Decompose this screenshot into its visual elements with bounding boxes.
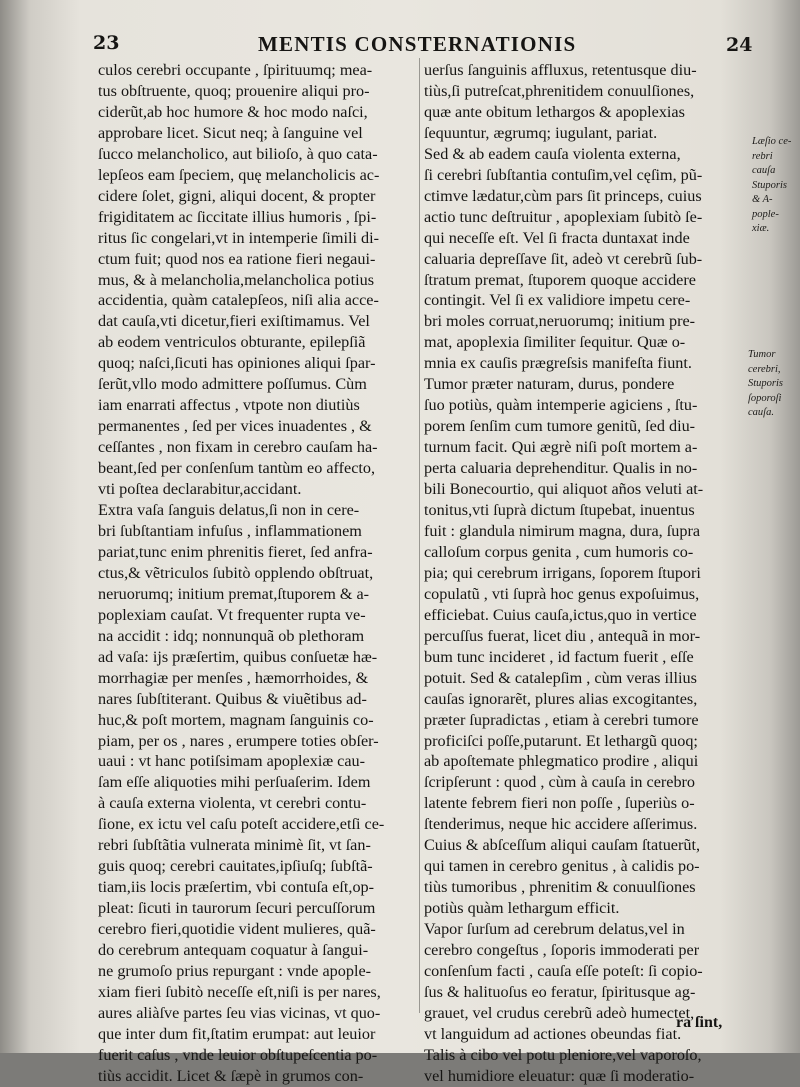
text-line: guis quoq; cerebri cauitates,ipſiuſq; ſubſtã-	[98, 857, 373, 876]
text-line: huc,& poſt mortem, magnam ſanguinis co-	[98, 710, 374, 729]
text-line: ſione, ex ictu vel caſu poteſt accidere,etſi ce-	[98, 815, 385, 834]
text-line: cauſas ignorarẽt, plures alias excogitantes,	[424, 689, 698, 708]
text-line: caluaria depreſſave ſit, adeò vt cerebrũ ſub-	[424, 249, 703, 268]
margin-note-line: Stuporis	[752, 179, 788, 191]
text-line: vt languidum ad actiones obeundas fiat.	[424, 1024, 682, 1043]
margin-note-line: cauſa	[752, 165, 776, 176]
text-line: Tumor præter naturam, durus, pondere	[424, 375, 675, 394]
text-line: ctus,& vẽtriculos ſubitò opplendo obſtruat,	[98, 563, 374, 582]
text-line: tiùs accidit. Licet & ſæpè in grumos con-	[98, 1066, 364, 1085]
text-line: copulatũ , vti ſuprà hoc genus expoſuimus,	[424, 584, 700, 603]
text-line: ne grumoſo prius repurgant : vnde apople-	[98, 961, 372, 980]
page-number-right: 24	[726, 34, 753, 56]
text-line: bri moles corruat,neruorumq; initium pre-	[424, 312, 696, 331]
text-line: ad vaſa: ijs præſertim, quibus conſuetæ hæ-	[98, 647, 378, 666]
text-line: actio tunc deſtruitur , apoplexiam ſubitò ſe-	[424, 207, 703, 226]
text-line: potiùs quàm lethargum efficit.	[424, 899, 620, 918]
text-line: ciderũt,ab hoc humore & hoc modo naſci,	[98, 102, 368, 121]
margin-note-line: xiæ.	[752, 223, 770, 234]
text-line: ſi cerebri ſubſtantia contuſim,vel cęſim, pũ-	[424, 165, 703, 184]
text-line: ab eodem ventriculos obturante, epilepſiã	[98, 333, 366, 352]
text-line: cerebro congeſtus , ſoporis immoderati per	[424, 941, 700, 960]
text-line: approbare licet. Sicut neq; à ſanguine vel	[98, 123, 363, 142]
text-line: cerebro fieri,quotidie vident mulieres, quã-	[98, 920, 376, 939]
right-text-column	[424, 60, 746, 1087]
text-line: mnia ex cauſis prægreſsis manifeſta fiunt.	[424, 354, 692, 373]
text-line: fuerit caſus , vnde leuior obſtupeſcentia po-	[98, 1045, 378, 1064]
text-line: ctum fuit; quod nos ea ratione fieri negaui-	[98, 249, 376, 268]
text-line: ctimve lædatur,cùm pars ſit princeps, cuius	[424, 186, 702, 205]
margin-note-line: Læſio ce-	[752, 136, 792, 147]
margin-note-line: Stuporis	[748, 378, 784, 389]
text-line: tonitus,vti ſuprà dictum ſtupebat, inuentus	[424, 501, 695, 520]
text-line: iam enarrati affectus , vtpote non diutiùs	[98, 396, 360, 415]
text-line: fuit : glandula nimirum magna, dura, ſupra	[424, 521, 701, 540]
margin-note-line: rebri	[752, 150, 773, 162]
text-line: culos cerebri occupante , ſpirituumq; mea-	[98, 61, 373, 79]
page-number-left: 23	[93, 32, 120, 54]
text-line: vti poſtea declarabitur,accidant.	[98, 480, 302, 499]
running-title: MENTIS CONSTERNATIONIS	[258, 32, 577, 56]
text-line: tiùs tumoribus , phrenitim & conuulſiones	[424, 878, 696, 897]
text-line: ſtenderimus, neque hic accidere aſſerimus.	[424, 815, 698, 834]
text-line: neruorumq; initium premat,ſtuporem & a-	[98, 584, 370, 603]
text-line: frigiditatem ac ſiccitate illius humoris , ſpi-	[98, 207, 377, 226]
text-line: calloſum corpus genita , cum humoris co-	[424, 542, 694, 561]
text-line: do cerebrum antequam coquatur à ſangui-	[98, 941, 369, 960]
text-line: Extra vaſa ſanguis delatus,ſi non in cere-	[98, 501, 360, 520]
text-line: præter ſupradictas , etiam à cerebri tumore	[424, 710, 699, 729]
text-line: piam, per os , nares , erumpere toties obſer-	[98, 731, 379, 750]
text-line: ſtratum premat, ſtuporem quoque accidere	[424, 270, 696, 289]
text-line: qui tamen in cerebro genitus , à calidis po-	[424, 857, 700, 876]
text-line: Sed & ab eadem cauſa violenta externa,	[424, 144, 681, 163]
text-line: que inter dum fit,ſtatim erumpat: aut leuior	[98, 1024, 376, 1043]
text-line: tiam,iis locis præſertim, vbi contuſa eſt,op-	[98, 878, 375, 897]
text-line: tiùs,ſi putreſcat,phrenitidem conuulſiones,	[424, 81, 695, 100]
text-line: ſcripſerunt : quod , cùm à cauſa in cerebro	[424, 773, 696, 792]
column-divider	[419, 58, 420, 1013]
margin-note-line: cerebri,	[748, 363, 781, 375]
text-line: ſus & halituoſus eo feratur, ſpiritusque ag-	[424, 982, 696, 1001]
margin-note-line: ſoporoſi	[748, 392, 782, 404]
text-line: pleat: ſicuti in taurorum ſecuri percuſſorum	[98, 899, 376, 918]
text-line: nares ſubſtiterant. Quibus & viuẽtibus ad-	[98, 689, 367, 708]
text-line: ſuo potiùs, quàm intemperie agiciens , ſtu-	[424, 396, 698, 415]
text-line: aures aliàſve partes ſeu vias vicinas, vt quo-	[98, 1003, 381, 1022]
margin-note-line: cauſa.	[748, 407, 774, 418]
text-line: dat cauſa,vti dicetur,fieri exiſtimamus. Vel	[98, 312, 370, 331]
text-line: Vapor ſurſum ad cerebrum delatus,vel in	[424, 920, 685, 939]
margin-note-line: pople-	[752, 208, 779, 220]
text-line: ab apoſtemate phlegmatico prodire , aliqui	[424, 752, 699, 771]
text-line: potuit. Sed & catalepſim , cùm veras illius	[424, 668, 697, 687]
margin-note-tumor	[748, 348, 783, 421]
text-line: vel humidiore eleuatur: quæ ſi moderatio-	[424, 1066, 695, 1085]
text-line: pariat,tunc enim phrenitis fieret, ſed anfra-	[98, 542, 373, 561]
text-line: ſucco melancholico, aut bilioſo, à quo cata-	[98, 144, 378, 163]
text-line: grauet, vel crudus cerebrũ adeò humectet,	[424, 1003, 695, 1022]
margin-note-line: & A-	[752, 194, 773, 205]
text-line: à cauſa externa violenta, vt cerebri contu-	[98, 794, 367, 813]
text-line: efficiebat. Cuius cauſa,ictus,quo in vertice	[424, 605, 697, 624]
text-line: contingit. Vel ſi ex validiore impetu cere-	[424, 291, 691, 310]
text-line: qui neceſſe eſt. Vel ſi fracta duntaxat inde	[424, 228, 690, 247]
text-line: permanentes , ſed per vices inuadentes , &	[98, 417, 372, 436]
text-line: lepſeos eam ſpeciem, quę melancholicis ac-	[98, 165, 380, 184]
text-line: poplexiam cauſat. Vt frequenter rupta ve-	[98, 605, 366, 624]
text-line: mat, apoplexia ſimiliter ſequitur. Quæ o-	[424, 333, 686, 352]
running-header	[0, 32, 800, 60]
text-line: beant,ſed per conſenſum tantùm eo affecto,	[98, 459, 376, 478]
text-line: accidentia, quàm catalepſeos, niſi alia acce-	[98, 291, 379, 310]
text-line: perta caluaria deprehenditur. Qualis in no-	[424, 459, 698, 478]
text-line: Talis à cibo vel potu pleniore,vel vaporoſo,	[424, 1045, 702, 1064]
left-text-column	[98, 60, 420, 1087]
text-line: cidere ſolet, gigni, aliqui docent, & propter	[98, 186, 376, 205]
text-line: na accidit : idq; nonnunquã ob plethoram	[98, 626, 365, 645]
text-line: xiam fieri ſubitò neceſſe eſt,niſi is per nares,	[98, 982, 381, 1001]
text-line: Cuius & abſceſſum aliqui cauſam ſtatuerũt,	[424, 836, 701, 855]
text-line: porem ſenſim cum tumore genitũ, ſed diu-	[424, 417, 696, 436]
text-line: morrhagiæ per menſes , hæmorrhoides, &	[98, 668, 369, 687]
text-line: uaui : vt hanc potiſsimam apoplexiæ cau-	[98, 752, 366, 771]
text-line: latente febrem fieri non poſſe , ſuperiùs o-	[424, 794, 695, 813]
text-line: turnum facit. Qui ægrè niſi poſt mortem a-	[424, 438, 698, 457]
text-line: proficiſci poſſe,putarunt. Et lethargũ quoq;	[424, 731, 698, 750]
text-line: pia; qui cerebrum irrigans, ſoporem ſtupori	[424, 563, 701, 582]
text-line: bri ſubſtantiam infuſus , inflammationem	[98, 521, 362, 540]
margin-note-line: Tumor	[748, 349, 776, 360]
text-line: ritus ſic congelari,vt in intemperie ſimili di-	[98, 228, 379, 247]
margin-note-laesio	[752, 135, 791, 237]
text-line: quoq; naſci,ſicuti has opiniones aliqui ſpar-	[98, 354, 376, 373]
text-line: conſenſum facti , cauſa eſſe poteſt: ſi copio-	[424, 961, 703, 980]
catchword: ra ſint,	[676, 1014, 723, 1031]
text-line: ceſſantes , non fixam in cerebro cauſam ha-	[98, 438, 378, 457]
text-line: ſequuntur, ægrumq; iugulant, pariat.	[424, 123, 658, 142]
text-line: percuſſus fuerat, licet diu , antequã in mor-	[424, 626, 701, 645]
text-line: bili Bonecourtio, qui aliquot años veluti at-	[424, 480, 704, 499]
text-line: mus, & à melancholia,melancholica potius	[98, 270, 375, 289]
text-line: ſerũt,vllo modo admittere poſſumus. Cùm	[98, 375, 367, 394]
text-line: quæ ante obitum lethargos & apoplexias	[424, 102, 685, 121]
text-line: ſam eſſe aliquoties mihi perſuaſerim. Idem	[98, 773, 371, 792]
text-line: uerſus ſanguinis affluxus, retentusque diu-	[424, 61, 697, 79]
text-line: bum tunc incideret , id factum fuerit , eſſe	[424, 647, 694, 666]
text-line: tus obſtruente, quoq; prouenire aliqui pro-	[98, 81, 370, 100]
text-line: rebri ſubſtãtia vulnerata minimè ſit, vt ſan-	[98, 836, 371, 855]
